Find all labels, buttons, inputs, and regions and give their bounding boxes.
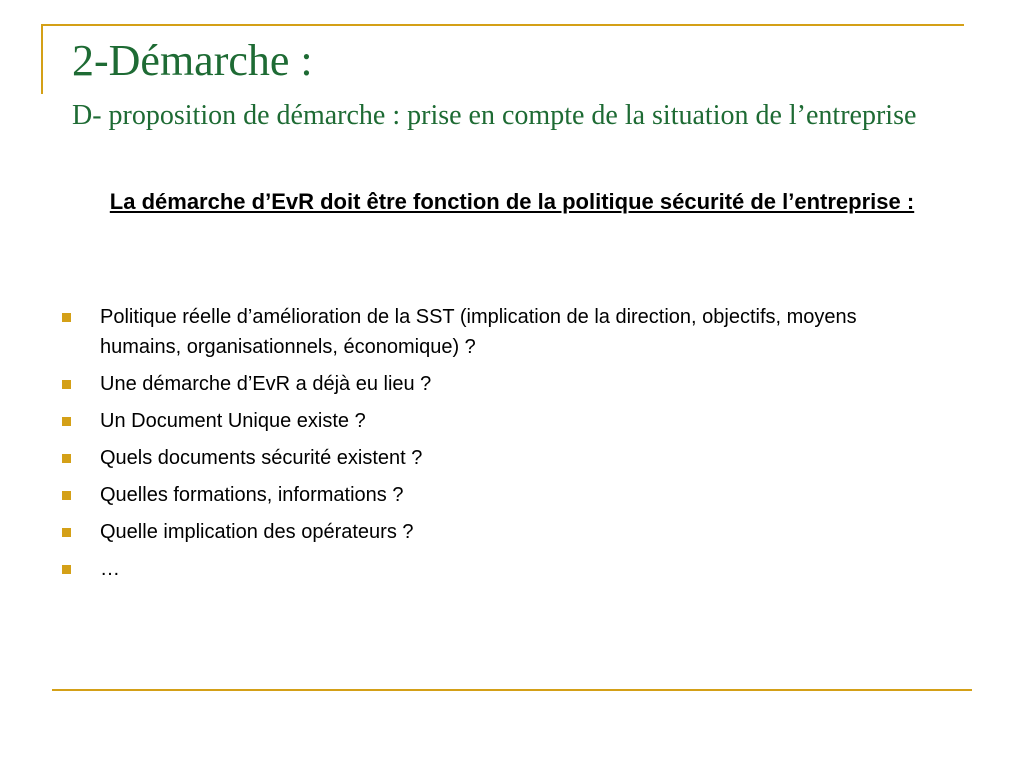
list-item [62, 369, 942, 399]
square-bullet-icon [62, 417, 71, 426]
list-item [62, 406, 942, 436]
list-item-text: Quelle implication des opérateurs ? [100, 521, 414, 543]
list-item [62, 443, 942, 473]
square-bullet-icon [62, 313, 71, 322]
list-item-text: Une démarche d’EvR a déjà eu lieu ? [100, 373, 432, 395]
slide-subtitle: D- proposition de démarche : prise en compte de la situation de l’entreprise [72, 100, 917, 131]
section-heading: La démarche d’EvR doit être fonction de la politique sécurité de l’entreprise : [109, 189, 915, 214]
list-item-text: Quels documents sécurité existent ? [100, 447, 423, 469]
list-item-text: Un Document Unique existe ? [100, 410, 366, 432]
title-accent-vertical-line [41, 26, 43, 94]
square-bullet-icon [62, 528, 71, 537]
square-bullet-icon [62, 565, 71, 574]
square-bullet-icon [62, 380, 71, 389]
footer-divider-line [52, 689, 972, 691]
list-item-text: … [100, 558, 120, 580]
bullet-list [62, 302, 942, 591]
square-bullet-icon [62, 454, 71, 463]
list-item [62, 517, 942, 547]
list-item [62, 302, 942, 362]
square-bullet-icon [62, 491, 71, 500]
list-item-text: Quelles formations, informations ? [100, 484, 404, 506]
list-item [62, 480, 942, 510]
slide-title: 2-Démarche : [72, 36, 313, 85]
list-item-text: Politique réelle d’amélioration de la SST (implication de la direction, objectifs, moyens humains, organisationnels, économique) ? [100, 306, 857, 358]
list-item [62, 554, 942, 584]
title-accent-top-line [41, 24, 964, 26]
